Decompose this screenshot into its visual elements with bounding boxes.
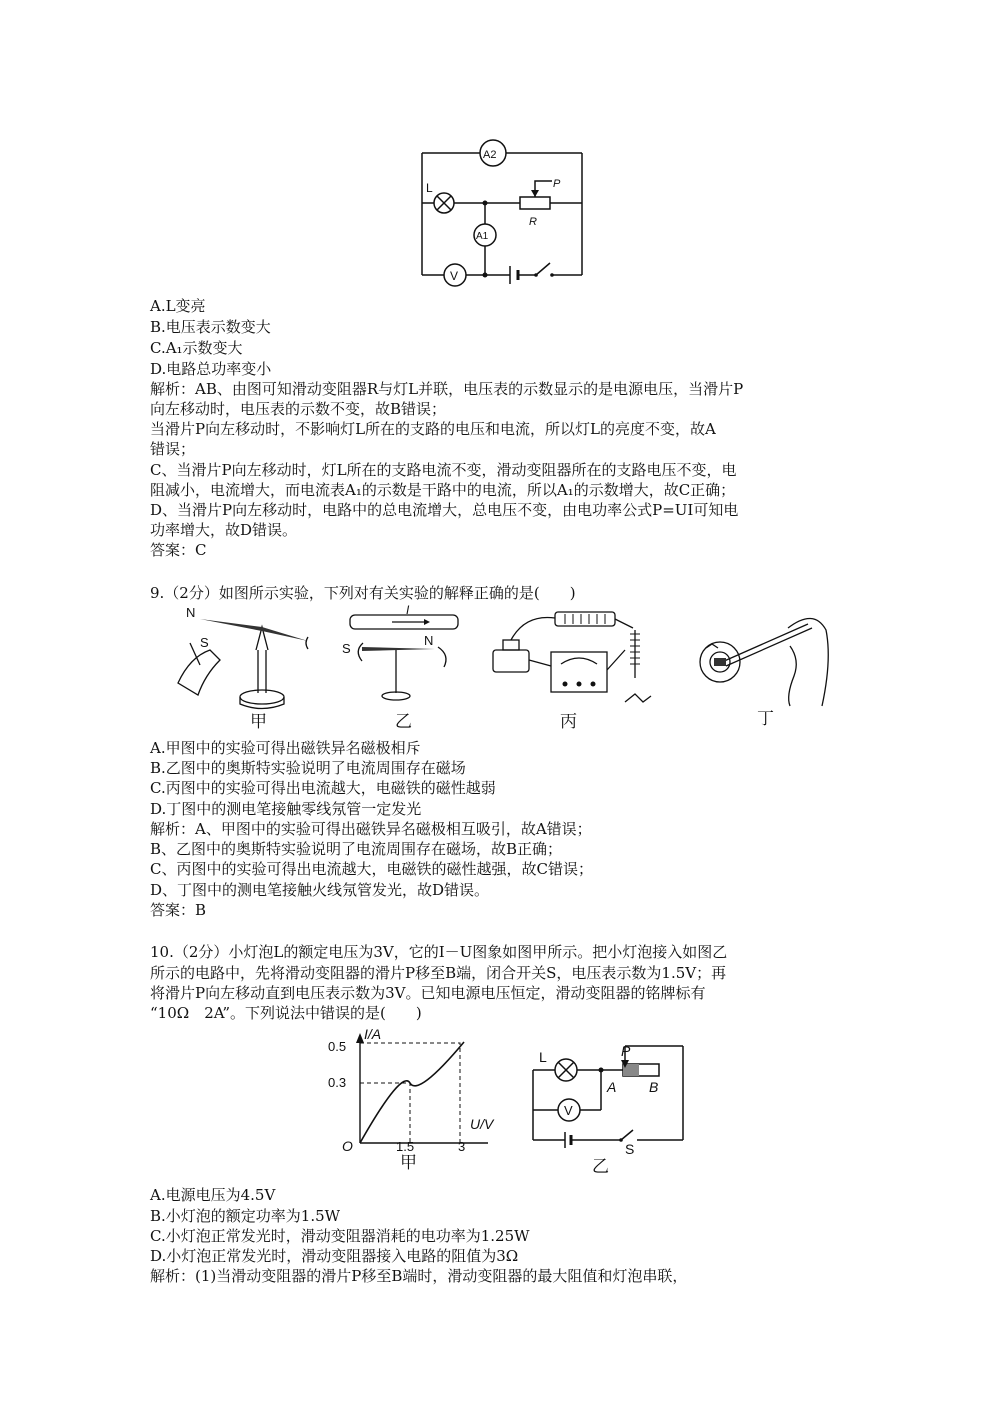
q8-analysis-line-7: D、当滑片P向左移动时，电路中的总电流增大，总电压不变，由电功率公式P=UI可知电 xyxy=(150,501,739,519)
iu-curve-line xyxy=(360,1042,464,1143)
q9-option-a: A.甲图中的实验可得出磁铁异名磁极相斥 xyxy=(150,739,421,757)
graph-xlabel: U/V xyxy=(470,1116,494,1132)
q8-option-c: C.A₁示数变大 xyxy=(150,339,243,357)
jia-north-label: N xyxy=(186,605,196,620)
yi-current-label: I xyxy=(406,603,410,617)
voltmeter-label: V xyxy=(450,269,459,283)
graph-xtick-15: 1.5 xyxy=(396,1139,415,1154)
q9-caption-jia: 甲 xyxy=(250,712,267,732)
graph-origin: O xyxy=(342,1138,353,1154)
q8-answer: 答案：C xyxy=(150,541,207,559)
q9-option-c: C.丙图中的实验可得出电流越大，电磁铁的磁性越弱 xyxy=(150,779,496,797)
q9-option-b: B.乙图中的奥斯特实验说明了电流周围存在磁场 xyxy=(150,759,466,777)
q8-analysis-line-8: 功率增大，故D错误。 xyxy=(150,521,298,539)
resistor-r-label: R xyxy=(529,216,537,228)
yi-south-label: S xyxy=(342,641,351,656)
q10-stem-line-2: 所示的电路中，先将滑动变阻器的滑片P移至B端，闭合开关S，电压表示数为1.5V；再 xyxy=(150,964,727,982)
q8-option-a: A.L变亮 xyxy=(150,297,206,315)
q9-analysis-line-2: B、乙图中的奥斯特实验说明了电流周围存在磁场，故B正确； xyxy=(150,840,563,858)
q8-analysis-line-2: 向左移动时，电压表的示数不变，故B错误； xyxy=(150,400,447,418)
q9-figure-ding xyxy=(690,600,840,710)
q8-option-d: D.电路总功率变小 xyxy=(150,360,272,378)
circuit-switch-label: S xyxy=(625,1141,635,1157)
circuit-lamp-label: L xyxy=(539,1049,547,1065)
q8-analysis-line-6: 阻减小，电流增大，而电流表A₁的示数是干路中的电流，所以A₁的示数增大，故C正确； xyxy=(150,481,736,499)
q9-analysis-line-3: C、丙图中的实验可得出电流越大，电磁铁的磁性越强，故C错误； xyxy=(150,860,593,878)
q10-analysis-line-1: 解析：(1)当滑动变阻器的滑片P移至B端时，滑动变阻器的最大阻值和灯泡串联， xyxy=(150,1267,688,1285)
q9-caption-bing: 丙 xyxy=(560,712,577,732)
q8-analysis-line-1: 解析：AB、由图可知滑动变阻器R与灯L并联，电压表的示数显示的是电源电压，当滑片P xyxy=(150,380,744,398)
q9-caption-yi: 乙 xyxy=(395,712,412,732)
q9-analysis-line-4: D、丁图中的测电笔接触火线氖管发光，故D错误。 xyxy=(150,881,490,899)
circuit-b-label: B xyxy=(649,1079,659,1095)
q9-figure-jia xyxy=(170,605,320,715)
q9-analysis-line-1: 解析：A、甲图中的实验可得出磁铁异名磁极相互吸引，故A错误； xyxy=(150,820,592,838)
q10-option-d: D.小灯泡正常发光时，滑动变阻器接入电路的阻值为3Ω xyxy=(150,1247,519,1265)
circuit-a-label: A xyxy=(607,1079,617,1095)
slider-p-label: P xyxy=(553,178,561,190)
yi-north-label: N xyxy=(424,633,434,648)
iu-guide-line xyxy=(360,1083,410,1143)
q10-stem-line-3: 将滑片P向左移动直到电压表示数为3V。已知电源电压恒定，滑动变阻器的铭牌标有 xyxy=(150,984,706,1002)
q10-option-c: C.小灯泡正常发光时，滑动变阻器消耗的电功率为1.25W xyxy=(150,1227,530,1245)
q8-circuit-figure xyxy=(410,135,590,295)
q9-figure-yi xyxy=(340,605,470,715)
q10-circuit-figure xyxy=(525,1040,695,1160)
circuit-voltmeter-label: V xyxy=(564,1103,573,1118)
graph-ytick-05: 0.5 xyxy=(328,1039,347,1054)
graph-ylabel: I/A xyxy=(364,1026,382,1042)
q10-circuit-caption: 乙 xyxy=(592,1157,609,1177)
graph-ytick-03: 0.3 xyxy=(328,1075,347,1090)
q10-option-a: A.电源电压为4.5V xyxy=(150,1186,276,1204)
q9-stem: 9.（2分）如图所示实验，下列对有关实验的解释正确的是( ) xyxy=(150,584,576,602)
q8-analysis-line-4: 错误； xyxy=(150,440,196,458)
graph-xtick-3: 3 xyxy=(458,1139,466,1154)
q10-stem-line-1: 10.（2分）小灯泡L的额定电压为3V，它的I－U图象如图甲所示。把小灯泡接入如图乙 xyxy=(150,943,728,961)
q8-analysis-line-5: C、当滑片P向左移动时，灯L所在的支路电流不变，滑动变阻器所在的支路电压不变，电 xyxy=(150,461,737,479)
q9-caption-ding: 丁 xyxy=(757,709,774,729)
q8-option-b: B.电压表示数变大 xyxy=(150,318,271,336)
ammeter-a2-label: A2 xyxy=(483,149,497,161)
q9-option-d: D.丁图中的测电笔接触零线氖管一定发光 xyxy=(150,800,422,818)
q10-option-b: B.小灯泡的额定功率为1.5W xyxy=(150,1207,341,1225)
q8-analysis-line-3: 当滑片P向左移动时，不影响灯L所在的支路的电压和电流，所以灯L的亮度不变，故A xyxy=(150,420,716,438)
jia-south-label: S xyxy=(200,635,209,650)
lamp-label: L xyxy=(426,181,433,195)
q9-answer: 答案：B xyxy=(150,901,207,919)
circuit-p-label: P xyxy=(621,1043,631,1059)
ammeter-a1-label: A1 xyxy=(476,231,489,242)
q9-figure-bing xyxy=(485,600,665,705)
q10-iu-graph xyxy=(320,1025,500,1165)
q10-stem-line-4: “10Ω 2A”。下列说法中错误的是( ) xyxy=(150,1004,422,1022)
q10-graph-caption: 甲 xyxy=(400,1153,417,1173)
